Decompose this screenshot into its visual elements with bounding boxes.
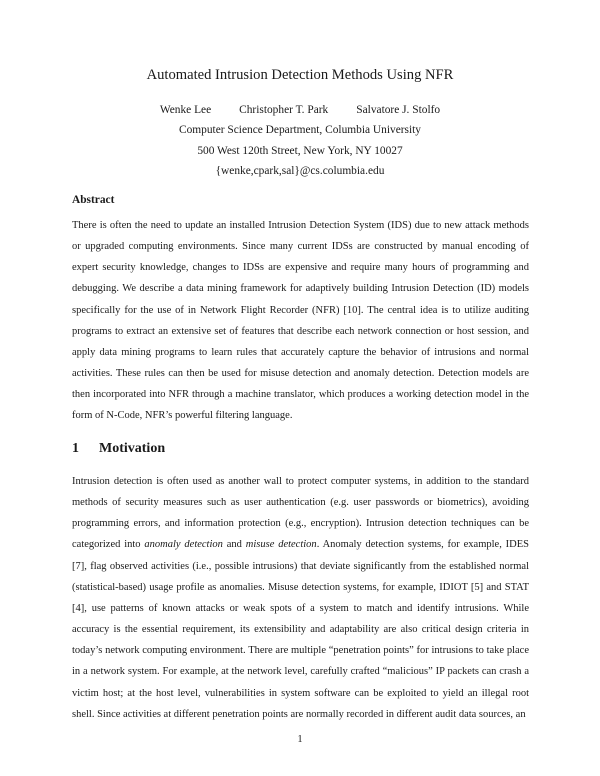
author-name: Wenke Lee xyxy=(159,104,212,116)
body-text-part: Intrusion detection is often used as another wall to protect computer systems, in addition to the standard methods of security measures such as user authentication (e.g. user passwords or biometrics), avoiding programming errors, and information protection (e.g., encryption). Intrusion detection techniques can be categorized into xyxy=(72,476,529,551)
section-body xyxy=(72,471,529,725)
affiliation: Computer Science Department, Columbia University xyxy=(179,124,421,136)
author-list xyxy=(0,103,600,117)
author-emails: {wenke,cpark,sal}@cs.columbia.edu xyxy=(215,165,385,177)
body-text-part: and xyxy=(222,539,246,551)
abstract-heading: Abstract xyxy=(72,194,115,206)
body-text-part: . Anomaly detection systems, for example, IDES [7], flag observed activities (i.e., possible intrusions) that deviate significantly from the established normal (statistical-based) usage profile as anomalies. Misuse detection systems, for example, IDIOT [5] and STAT [4], use patterns of known attacks or weak spots of a system to match and identify intrusions. While accuracy is the essential requirement, its extensibility and adaptability are also critical design criteria in today’s network computing environment. There are multiple “penetration points” for intrusions to take place in a network system. For example, at the network level, carefully crafted “malicious” IP packets can crash a victim host; at the host level, vulnerabilities in system software can be exploited to yield an illegal root shell. Since activities at different penetration points are normally recorded in different audit data sources, an xyxy=(72,539,529,720)
term-misuse-detection: misuse detection xyxy=(245,539,317,551)
page-number: 1 xyxy=(297,734,303,745)
author-name: Salvatore J. Stolfo xyxy=(356,104,441,116)
section-heading xyxy=(72,440,165,458)
section-title: Motivation xyxy=(99,441,166,456)
author-name: Christopher T. Park xyxy=(239,104,329,116)
abstract-text: There is often the need to update an installed Intrusion Detection System (IDS) due to new attack methods or upgraded computing environments. Since many current IDSs are constructed by manual encoding of expert security knowledge, changes to IDSs are expensive and require many hours of programming and debugging. We describe a data mining framework for adaptively building Intrusion Detection (ID) models specifically for the use of in Network Flight Recorder (NFR) [10]. The central idea is to utilize auditing programs to extract an extensive set of features that describe each network connection or host session, and apply data mining programs to learn rules that accurately capture the behavior of intrusions and normal activities. These rules can then be used for misuse detection and anomaly detection. Detection models are then incorporated into NFR through a machine translator, which produces a working detection model in the form of N-Code, NFR’s powerful filtering language. xyxy=(72,220,529,422)
paper-title: Automated Intrusion Detection Methods Using NFR xyxy=(146,67,454,83)
address: 500 West 120th Street, New York, NY 10027 xyxy=(197,145,403,157)
section-number: 1 xyxy=(72,441,79,456)
term-anomaly-detection: anomaly detection xyxy=(144,539,223,551)
